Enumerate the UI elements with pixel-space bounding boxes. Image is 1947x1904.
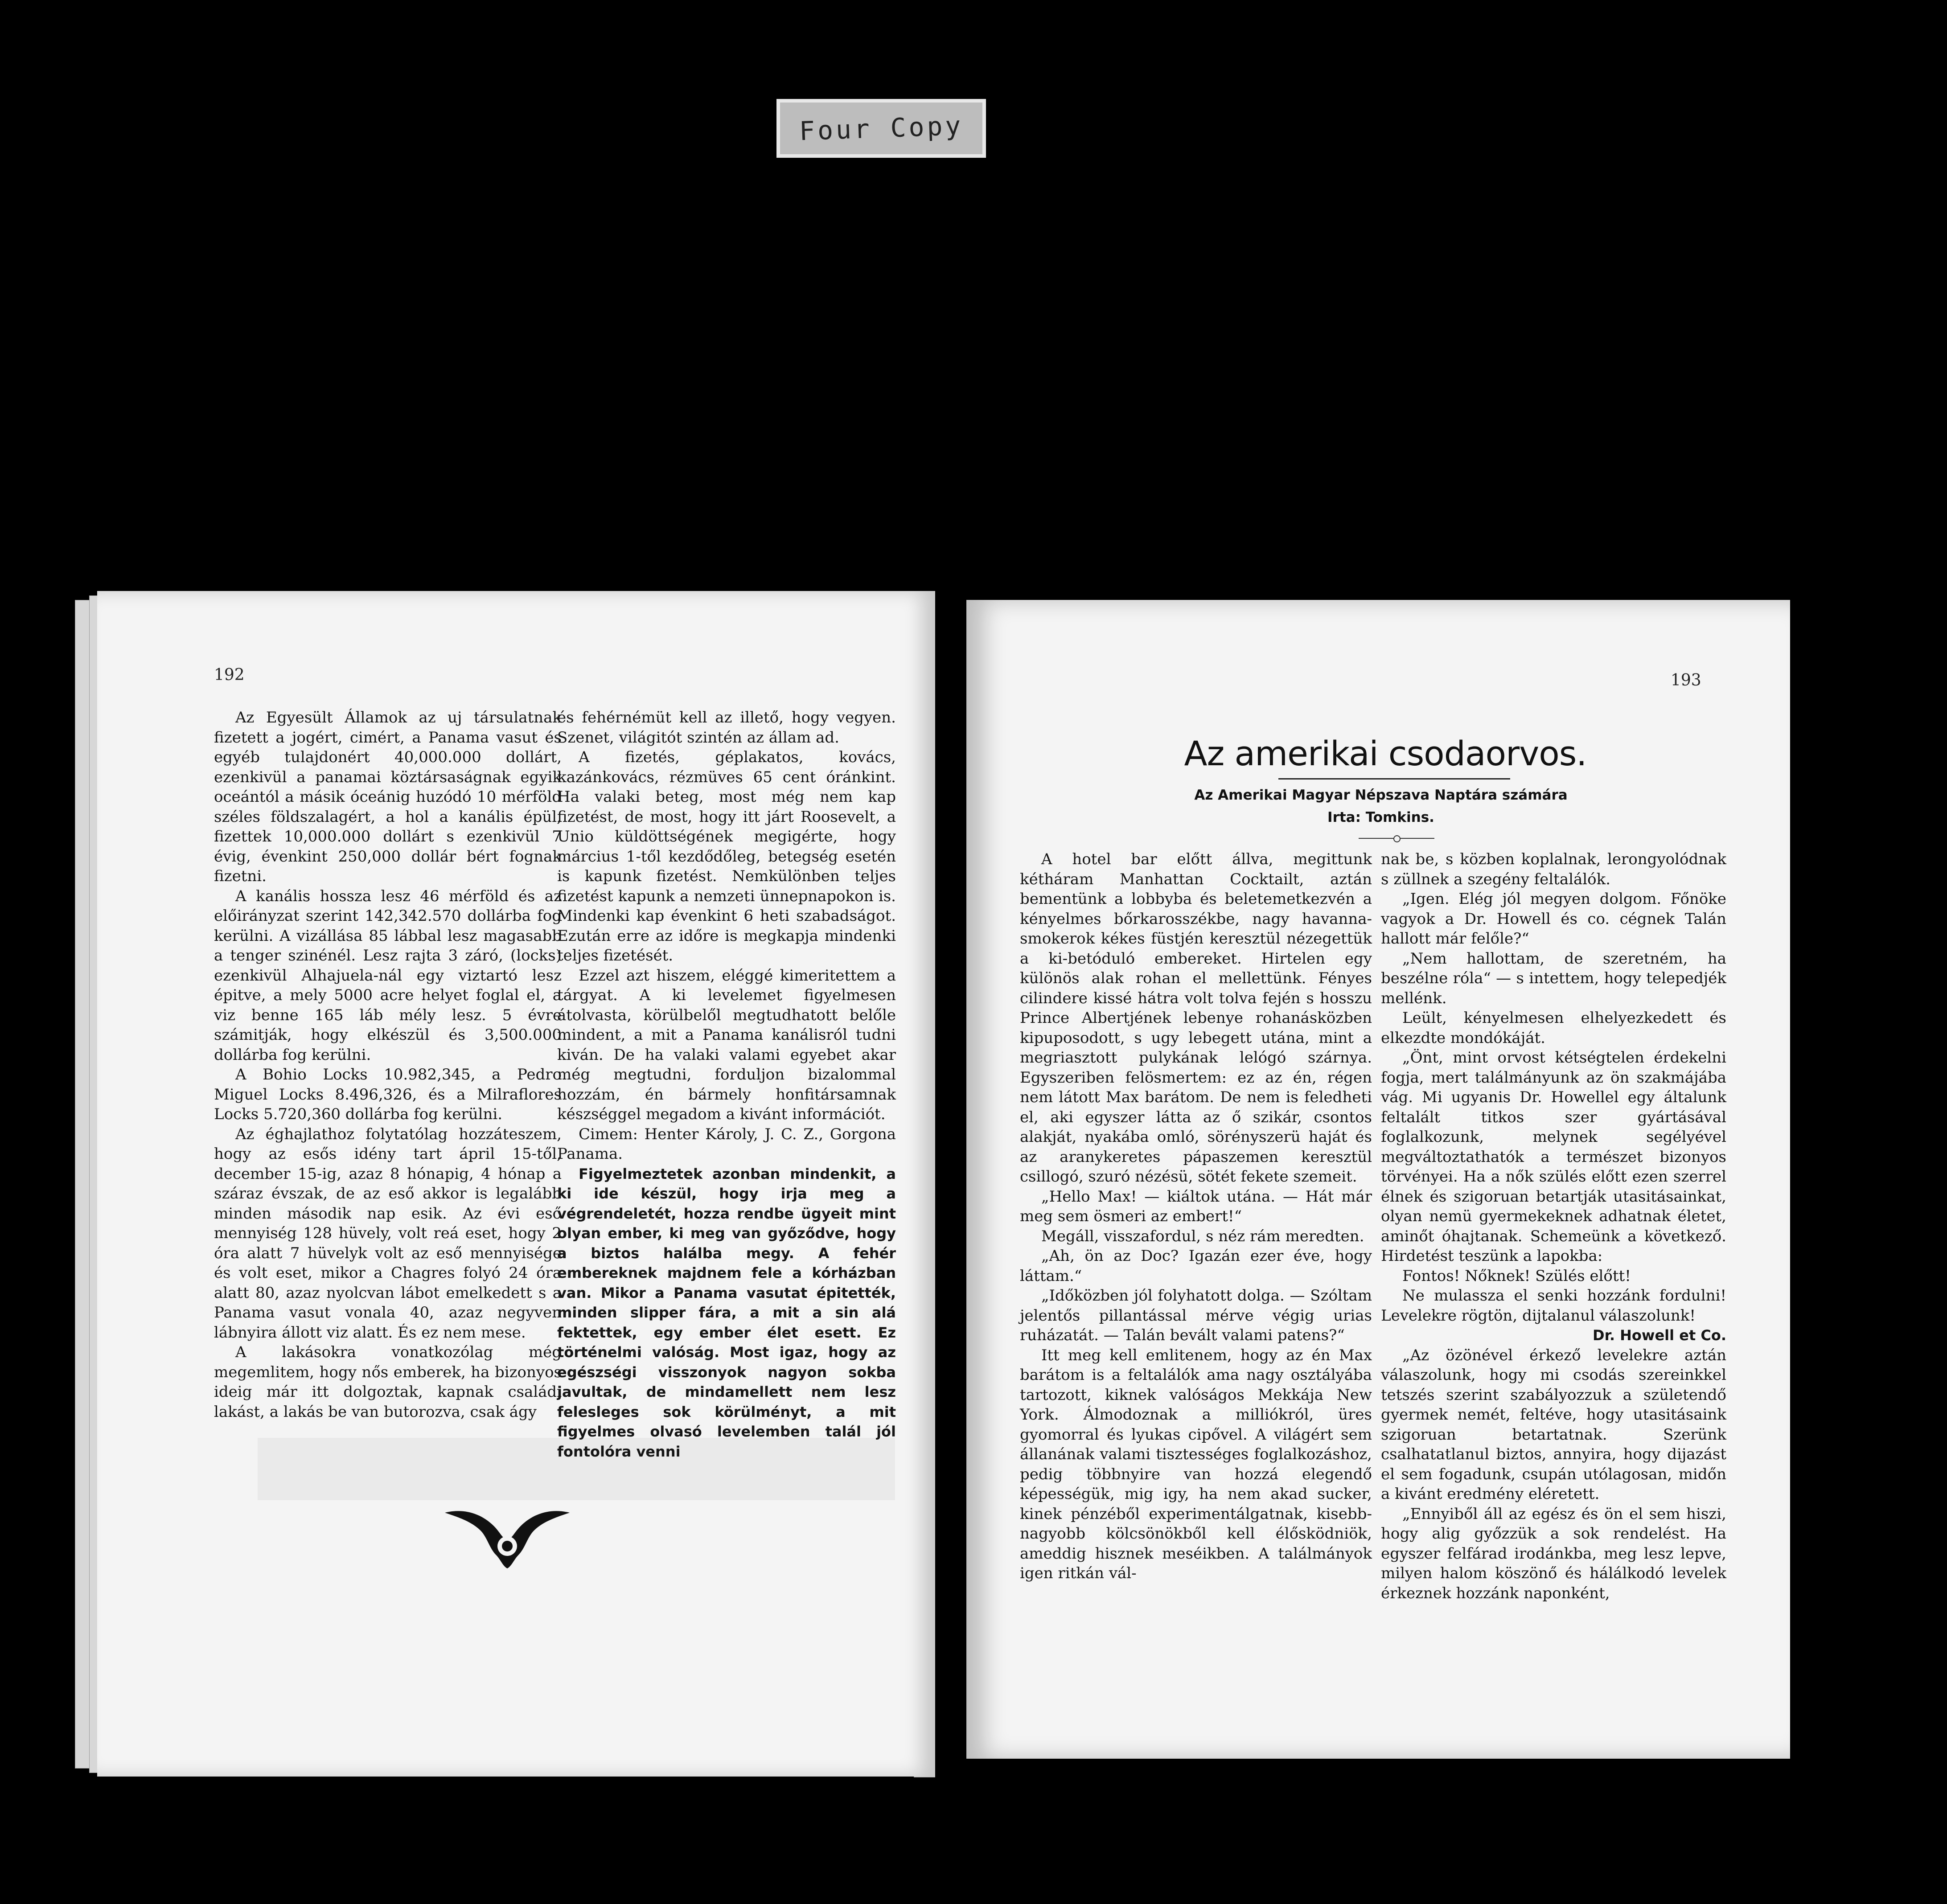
advertisement-line: Fontos! Nőknek! Szülés előtt! <box>1402 1267 1631 1285</box>
paragraph: „Önt, mint orvost kétségtelen érdekelni fogja, mert találmányunk az ön szakmájába vág. Mi ugyanis Dr. Howellel egy általunk feltalált titkos szer gyártásával foglalkozunk, melynek segélyével megváltoztathatók a természet bizonyos törvényei. Ha a nők szülés előtt ezen szerrel élnek és szigoruan betartják utasitásainkat, olyan nemü gyermekeknek adhatnak életet, aminőt óhajtanak. Schemeünk a következő. Hirdetést teszünk a lapokba: <box>1381 1049 1726 1265</box>
paragraph: „Ennyiből áll az egész és ön el sem hiszi, hogy alig győzzük a sok rendelést. Ha egyszer felfárad irodánkba, meg lesz lepve, milyen halom köszönő és hálálkodó levelek érkeznek hozzánk naponként, <box>1381 1505 1726 1602</box>
left-page-column-2 <box>557 708 896 1461</box>
article-subtitle: Az Amerikai Magyar Népszava Naptára számára <box>1194 787 1568 803</box>
paragraph: A hotel bar előtt állva, megittunk kétháram Manhattan Cocktailt, aztán bementünk a lobbyba és beletemetkezvén a kényelmes bőrkarosszékbe, nagy havanna-smokerok kékes füstjén keresztül nézegettük a ki-betóduló embereket. Hirtelen egy különös alak rohan el mellettünk. Fényes cilindere kissé hátra volt tolva fején s hosszu Prince Albertjének lebenye rohanásközben kipuposodott, s ugy lebegett utána, mint a megriasztott pulykának lelógó szárnya. Egyszeriben felösmertem: ez az én, régen nem látott Max barátom. De nem is feledheti el, aki egyszer látta az ő szikár, csontos alakját, nyakába omló, sörényszerü haját és az aranykeretes pápaszemen keresztül csillogó, szuró nézésü, sötét fekete szemeit. <box>1020 850 1372 1186</box>
paragraph: Az éghajlathoz folytatólag hozzáteszem, hogy az esős idény tart ápril 15-től, december 15-ig, azaz 8 hónapig, 4 hónap a száraz évszak, de az eső akkor is legalább minden második nap esik. Az évi eső mennyiség 128 hüvely, volt reá eset, hogy 2 óra alatt 7 hüvelyk volt az eső mennyisége és volt eset, mikor a Chagres folyó 24 óra alatt 80, azaz nyolcvan lábot emelkedett s a Panama vasut vonala 40, azaz negyven lábnyira állott viz alatt. És ez nem mese. <box>214 1125 562 1342</box>
paragraph: Ezzel azt hiszem, eléggé kimeritettem a tárgyat. A ki levelemet figyelmesen átolvasta, körülbelől megtudhatott belőle mindent, a mit a Panama kanálisról tudni kiván. De ha valaki valami egyebet akar még megtudni, forduljon bizalommal hozzám, én bármely honfitársamnak készséggel megadom a kivánt információt. <box>557 966 896 1123</box>
paragraph: A fizetés, géplakatos, kovács, kazánkovács, rézmüves 65 cent óránkint. Ha valaki beteg, most még nem kap fizetést, de most, hogy itt járt Roosevelt, a Unio küldöttségének megigérte, hogy március 1-től kezdődőleg, betegség esetén is kapunk fizetést. Nemkülönben teljes fizetést kapunk a nemzeti ünnepnapokon is. Mindenki kap évenkint 6 heti szabadságot. Ezután erre az időre is megkapja mindenki teljes fizetését. <box>557 748 896 964</box>
paragraph: „Ah, ön az Doc? Igazán ezer éve, hogy láttam.“ <box>1020 1247 1372 1285</box>
archive-label <box>776 99 986 158</box>
paragraph: A Bohio Locks 10.982,345, a Pedro Miguel Locks 8.496,326, és a Milraflores Locks 5.720,360 dollárba fog kerülni. <box>214 1066 562 1123</box>
paragraph: A lakásokra vonatkozólag még megemlitem, hogy nős emberek, ha bizonyos ideig már itt dolgoztak, kapnak családi lakást, a lakás be van butorozva, csak ágy <box>214 1343 562 1421</box>
address-paragraph: Cimem: Henter Károly, J. C. Z., Gorgona Panama. <box>557 1125 896 1163</box>
article-author: Irta: Tomkins. <box>1327 809 1434 825</box>
right-page <box>966 600 1790 1759</box>
ornament-dot-icon <box>1393 835 1401 842</box>
paragraph: „Igen. Elég jól megyen dolgom. Főnöke vagyok a Dr. Howell és co. cégnek Talán hallott már felőle?“ <box>1381 890 1726 948</box>
advertisement-line: Ne mulassza el senki hozzánk fordulni! Levelekre rögtön, dijtalanul válaszolunk! <box>1381 1287 1726 1325</box>
page-number: 192 <box>214 666 245 684</box>
advertisement-signature: Dr. Howell et Co. <box>1593 1327 1726 1344</box>
right-page-column-1 <box>1020 849 1372 1584</box>
paragraph: nak be, s közben koplalnak, lerongyolódnak s züllnek a szegény feltalálók. <box>1381 850 1726 888</box>
right-page-column-2 <box>1381 849 1726 1603</box>
article-title: Az amerikai csodaorvos. <box>1184 734 1587 773</box>
book-gutter <box>935 579 966 1783</box>
paragraph: „Hello Max! — kiáltok utána. — Hát már meg sem ösmeri az embert!“ <box>1020 1187 1372 1225</box>
title-rule <box>1278 778 1510 780</box>
paragraph: Itt meg kell emlitenem, hogy az én Max barátom is a feltalálók ama nagy osztályába tartozott, kiknek valóságos Mekkája New York. Álmodoznak a milliókról, üres gyomorral és lyukas cipővel. A világért sem állanának valami tisztességes foglalkozáshoz, pedig többnyire van hozzá elegendő képességük, mig igy, ha nem akad sucker, kinek pénzéből experimentálgatnak, kisebb-nagyobb kölcsönökből kell élősködniök, ameddig hisznek meséikben. A találmányok igen ritkán vál- <box>1020 1346 1372 1582</box>
paragraph: Leült, kényelmesen elhelyezkedett és elkezdte mondókáját. <box>1381 1009 1726 1047</box>
left-page <box>97 591 935 1777</box>
paragraph: „Az özönével érkező levelekre aztán válaszolunk, hogy mi csodás szereinkkel tetszés szerint szabályozzuk a születendő gyermek nemét, feltéve, hogy utasitásaink szigoruan betartatnak. Szerünk csalhatatlanul biztos, annyira, hogy dijazást el sem fogadunk, csupán utólagosan, midőn a kivánt eredmény eléretett. <box>1381 1346 1726 1503</box>
warning-paragraph: Figyelmeztetek azonban mindenkit, a ki ide készül, hogy irja meg a végrendeletét, hozza rendbe ügyeit mint olyan ember, ki meg van győződve, hogy a biztos halálba megy. A fehér embereknek majdnem fele a kórházban van. Mikor a Panama vasutat épitették, minden slipper fára, a mit a sin alá fektettek, egy ember élet esett. Ez történelmi valóság. Most igaz, hogy az egészségi visszonyok nagyon sokba javultak, de mindamellett nem lesz felesleges sok körülményt, a mit figyelmes olvasó levelemben talál jól fontolóra venni <box>557 1165 896 1460</box>
paragraph: A kanális hossza lesz 46 mérföld és az előirányzat szerint 142,342.570 dollárba fog kerülni. A vizállása 85 lábbal lesz magasabb a tenger szinénél. Lesz rajta 3 záró, (locks) ezenkivül Alhajuela-nál egy viztartó lesz épitve, a mely 5000 acre helyet foglal el, a viz benne 165 láb mély lesz. 5 évre számitják, hogy elkészül és 3,500.000 dollárba fog kerülni. <box>214 887 562 1064</box>
paragraph: Az Egyesült Államok az uj társulatnak fizetett a jogért, cimért, a Panama vasut és egyéb tulajdonért 40,000.000 dollárt, ezenkivül a panamai köztársaságnak egyik oceántól a másik óceánig huzódó 10 mérföld széles földszalagért, a hol a kanális épül, fizettek 10,000.000 dollárt s ezenkivül 7 évig, évenkint 250,000 dollár bért fognak fizetni. <box>214 709 562 885</box>
left-page-column-1 <box>214 708 562 1422</box>
archive-label-text: Four Copy <box>798 110 964 147</box>
paragraph: és fehérnémüt kell az illető, hogy vegyen. Szenet, világitót szintén az állam ad. <box>557 709 896 747</box>
paragraph: Megáll, visszafordul, s néz rám meredten. <box>1041 1227 1364 1245</box>
paragraph: „Időközben jól folyhatott dolga. — Szóltam jelentős pillantással mérve végig urias ruházatát. — Talán bevált valami patens?“ <box>1020 1287 1372 1344</box>
paragraph: „Nem hallottam, de szeretném, ha beszélne róla“ — s intettem, hogy telepedjék mellénk. <box>1381 949 1726 1007</box>
page-number: 193 <box>1671 671 1701 689</box>
fleuron-ornament-icon <box>445 1504 570 1571</box>
